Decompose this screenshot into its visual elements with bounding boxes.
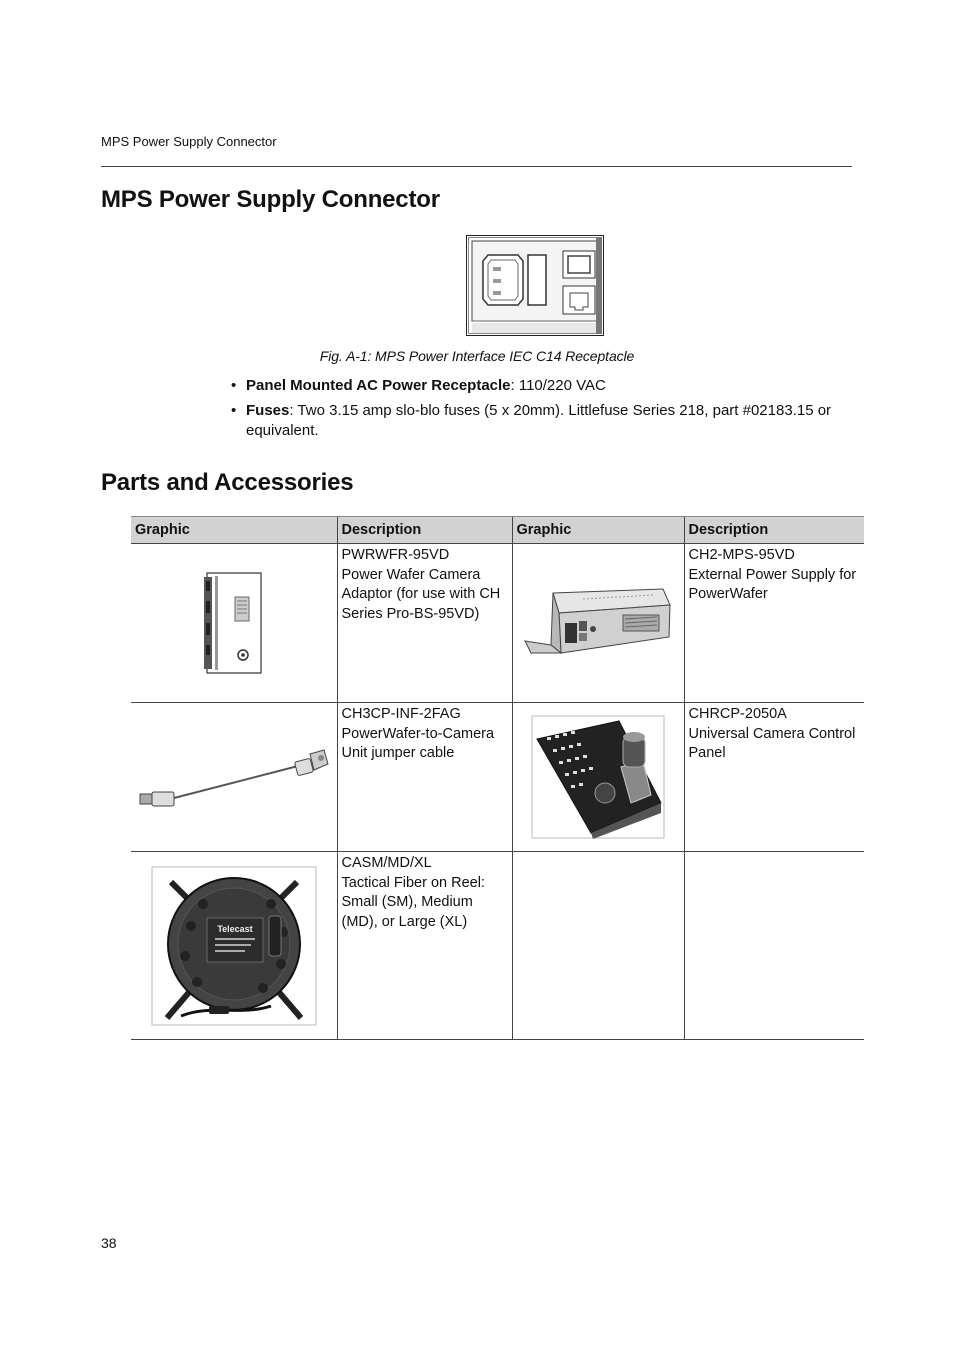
column-header: Description [684, 517, 864, 544]
power-wafer-adaptor-icon [203, 571, 265, 675]
table-row [131, 544, 864, 703]
column-header: Graphic [131, 517, 337, 544]
graphic-cell [512, 703, 684, 852]
column-header: Graphic [512, 517, 684, 544]
part-number: CHRCP-2050A [688, 706, 787, 722]
camera-control-panel-icon [531, 715, 665, 839]
iec-receptacle-figure [466, 235, 604, 336]
table-row [131, 852, 864, 1040]
parts-table [131, 516, 864, 1040]
figure-caption: Fig. A-1: MPS Power Interface IEC C14 Receptacle [319, 348, 635, 364]
description-cell [337, 852, 512, 1040]
description-cell [684, 544, 864, 703]
graphic-cell [131, 852, 337, 1040]
header-divider [101, 166, 852, 167]
table-row [131, 703, 864, 852]
table-header-row [131, 517, 864, 544]
jumper-cable-icon [138, 742, 330, 812]
graphic-cell [512, 544, 684, 703]
part-number: CASM/MD/XL [341, 855, 432, 871]
description-cell [684, 703, 864, 852]
spec-item-receptacle: • Panel Mounted AC Power Receptacle: 110/220 VAC [228, 376, 848, 396]
part-number: PWRWFR-95VD [341, 547, 450, 563]
running-header: MPS Power Supply Connector [101, 134, 277, 149]
reel-logo: Telecast [217, 923, 253, 934]
description-cell [337, 544, 512, 703]
external-power-supply-icon [523, 583, 673, 663]
column-header: Description [337, 517, 512, 544]
graphic-cell [131, 703, 337, 852]
empty-cell [512, 852, 684, 1040]
spec-list [228, 376, 848, 446]
graphic-cell [131, 544, 337, 703]
part-number: CH2-MPS-95VD [688, 547, 795, 563]
part-description: External Power Supply for PowerWafer [688, 566, 857, 602]
section-title-parts: Parts and Accessories [101, 469, 354, 496]
description-cell [337, 703, 512, 852]
part-description: PowerWafer-to-Camera Unit jumper cable [341, 725, 495, 761]
page-number: 38 [101, 1235, 117, 1251]
part-description: Universal Camera Control Panel [688, 725, 856, 761]
empty-cell [684, 852, 864, 1040]
fiber-reel-icon [151, 866, 317, 1026]
part-description: Power Wafer Camera Adaptor (for use with CH Series Pro-BS-95VD) [341, 566, 501, 622]
part-description: Tactical Fiber on Reel: Small (SM), Medium (MD), or Large (XL) [341, 874, 485, 930]
part-number: CH3CP-INF-2FAG [341, 706, 461, 722]
section-title-mps: MPS Power Supply Connector [101, 186, 440, 213]
spec-item-fuses: • Fuses: Two 3.15 amp slo-blo fuses (5 x 20mm). Littlefuse Series 218, part #02183.15 or equivalent. [228, 401, 848, 441]
